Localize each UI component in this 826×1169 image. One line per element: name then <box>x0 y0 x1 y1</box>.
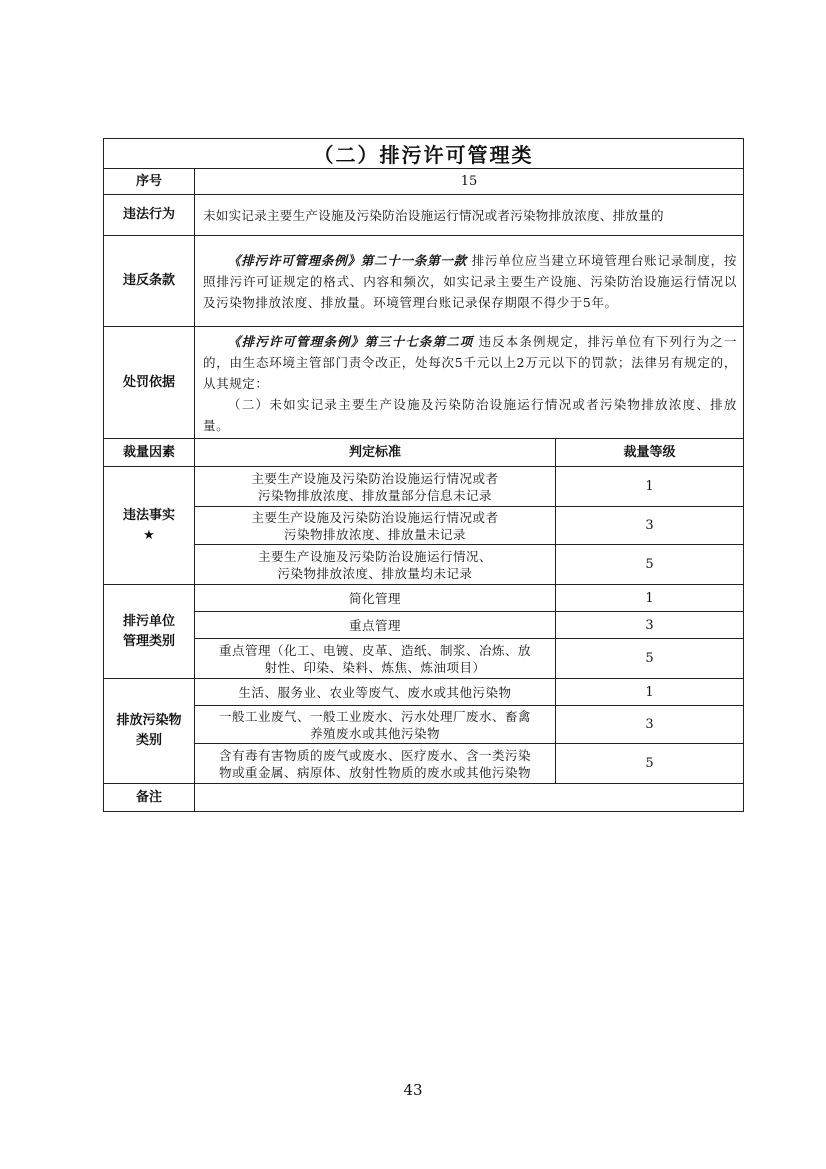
level-cell: 5 <box>556 744 744 784</box>
level-cell: 1 <box>556 467 744 507</box>
violated-clause-label: 违反条款 <box>104 236 195 327</box>
criteria-line: 射性、印染、染料、炼焦、炼油项目） <box>264 659 486 675</box>
criteria-cell <box>195 545 556 585</box>
factor-label-line2: 类别 <box>135 733 162 748</box>
criteria-cell <box>195 744 556 784</box>
criteria-line: 物或重金属、病原体、放射性物质的废水或其他污染物 <box>218 764 531 780</box>
penalty-discretion-table <box>103 138 744 812</box>
criteria-line: 主要生产设施及污染防治设施运行情况、 <box>257 548 492 564</box>
factor-unit-category <box>104 585 195 679</box>
level-cell: 1 <box>556 679 744 706</box>
factor-header-col2: 判定标准 <box>195 439 556 467</box>
level-cell: 3 <box>556 507 744 545</box>
criteria-cell: 简化管理 <box>195 585 556 612</box>
criteria-cell <box>195 706 556 744</box>
seq-label: 序号 <box>104 169 195 195</box>
penalty-basis-main <box>203 331 737 394</box>
level-cell: 1 <box>556 585 744 612</box>
criteria-line: 一般工业废气、一般工业废水、污水处理厂废水、畜禽 <box>218 708 531 724</box>
factor-header-col1: 裁量因素 <box>104 439 195 467</box>
behavior-label: 违法行为 <box>104 195 195 236</box>
factor-label-line2: 管理类别 <box>122 633 175 649</box>
violated-law-text: 排污单位应当建立环境管理台账记录制度，按照排污许可证规定的格式、内容和频次，如实记录主要生产设施、污染防治设施运行情况以及污染物排放浓度、排放量。环境管理台账记录保存期限不得少于5年。 <box>203 253 738 310</box>
remarks-value <box>195 784 744 812</box>
criteria-line: 主要生产设施及污染防治设施运行情况或者 <box>251 509 499 525</box>
page-number: 43 <box>403 1081 423 1099</box>
factor-pollutant-category <box>104 679 195 784</box>
behavior-value: 未如实记录主要生产设施及污染防治设施运行情况或者污染物排放浓度、排放量的 <box>195 195 744 236</box>
criteria-cell <box>195 639 556 679</box>
penalty-basis-item: （二）未如实记录主要生产设施及污染防治设施运行情况或者污染物排放浓度、排放量。 <box>203 396 738 433</box>
factor-label-line1: 排污单位 <box>122 613 175 629</box>
criteria-line: 主要生产设施及污染防治设施运行情况或者 <box>251 470 499 486</box>
factor-label-line1: 排放污染物 <box>116 713 182 728</box>
factor-violation-fact <box>104 467 195 585</box>
level-cell: 5 <box>556 545 744 585</box>
criteria-line: 养殖废水或其他污染物 <box>309 725 440 741</box>
remarks-label: 备注 <box>104 784 195 812</box>
level-cell: 3 <box>556 706 744 744</box>
criteria-line: 含有毒有害物质的废气或废水、医疗废水、含一类污染 <box>218 747 531 763</box>
factor-header-col3: 裁量等级 <box>556 439 744 467</box>
criteria-cell: 重点管理 <box>195 612 556 639</box>
criteria-line: 污染物排放浓度、排放量部分信息未记录 <box>257 487 492 503</box>
criteria-line: 污染物排放浓度、排放量均未记录 <box>277 565 473 581</box>
criteria-cell: 生活、服务业、农业等废气、废水或其他污染物 <box>195 679 556 706</box>
penalty-basis-label: 处罚依据 <box>104 327 195 439</box>
penalty-law-ref: 《排污许可管理条例》第三十七条第二项 <box>228 333 474 349</box>
penalty-law-text: 违反本条例规定，排污单位有下列行为之一的，由生态环境主管部门责令改正，处每次5千元以上2万元以下的罚款；法律另有规定的，从其规定： <box>203 333 738 391</box>
factor-label-line1: 违法事实 <box>122 507 175 523</box>
criteria-cell <box>195 507 556 545</box>
penalty-basis-content <box>195 327 744 439</box>
key-star-icon: ★ <box>143 527 155 543</box>
criteria-line: 污染物排放浓度、排放量未记录 <box>283 526 466 542</box>
level-cell: 3 <box>556 612 744 639</box>
violated-clause-content <box>195 236 744 327</box>
violated-law-ref: 《排污许可管理条例》第二十一条第一款 <box>228 253 467 268</box>
seq-value: 15 <box>195 169 744 195</box>
criteria-line: 重点管理（化工、电镀、皮革、造纸、制浆、冶炼、放 <box>218 642 531 658</box>
criteria-cell <box>195 467 556 507</box>
table-title: （二）排污许可管理类 <box>104 139 744 169</box>
level-cell: 5 <box>556 639 744 679</box>
